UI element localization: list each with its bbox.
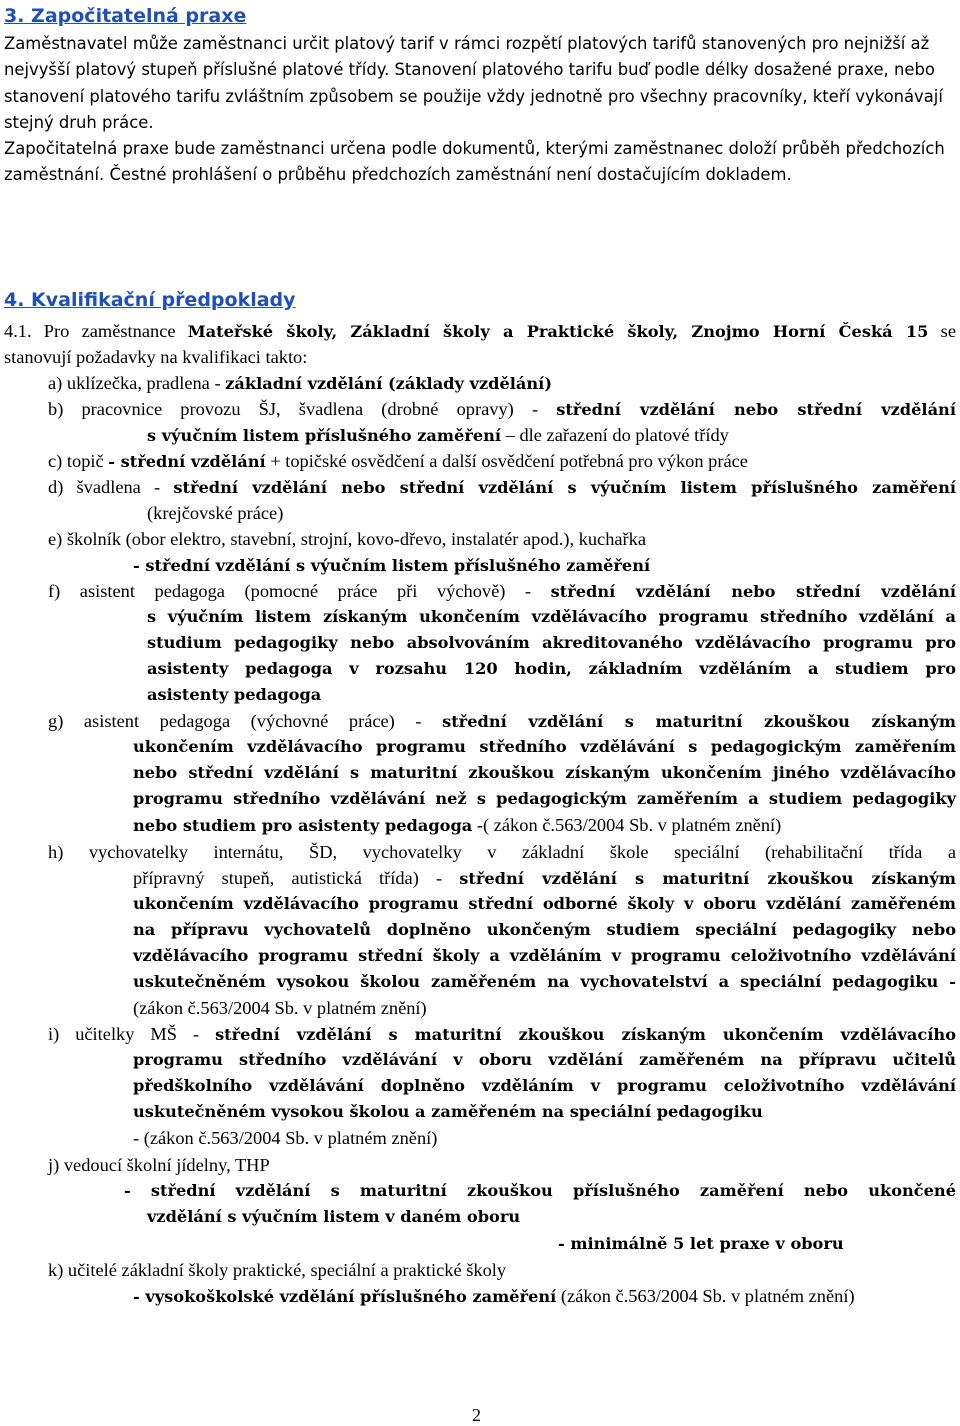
requirement-b: b) pracovnice provozu ŠJ, švadlena (drobné opravy) - střední vzdělání nebo střední vzdělání xyxy=(48,399,956,419)
requirement-e-line-2: - střední vzdělání s výučním listem příslušného zaměření xyxy=(133,556,651,575)
section-4-heading: 4. Kvalifikační předpoklady xyxy=(4,289,296,311)
intro-line-1: 4.1. Pro zaměstnance Mateřské školy, Základní školy a Praktické školy, Znojmo Horní Česká 15 se xyxy=(4,321,956,341)
requirement-h-line-7: (zákon č.563/2004 Sb. v platném znění) xyxy=(133,998,427,1018)
requirement-d: d) švadlena - střední vzdělání nebo střední vzdělání s výučním listem příslušného zaměření xyxy=(48,477,956,497)
requirement-a: a) uklízečka, pradlena - základní vzdělání (základy vzdělání) xyxy=(48,373,552,393)
requirement-h-line-3: ukončením vzdělávacího programu střední odborné školy v oboru vzdělání zaměřeném xyxy=(133,894,956,913)
requirement-k: k) učitelé základní školy praktické, speciální a praktické školy xyxy=(48,1260,507,1280)
requirement-j-line-2: - střední vzdělání s maturitní zkouškou příslušného zaměření nebo ukončené xyxy=(124,1181,956,1200)
requirement-i: i) učitelky MŠ - střední vzdělání s maturitní zkouškou získaným ukončením vzdělávacího xyxy=(48,1024,956,1044)
requirement-h-line-4: na přípravu vychovatelů doplněno ukončeným studiem speciální pedagogiky nebo xyxy=(133,920,956,939)
requirement-f: f) asistent pedagoga (pomocné práce při výchově) - střední vzdělání nebo střední vzdělání xyxy=(48,581,956,601)
requirement-j-line-3: vzdělání s výučním listem v daném oboru xyxy=(147,1207,521,1226)
requirement-g: g) asistent pedagoga (výchovné práce) - střední vzdělání s maturitní zkouškou získaným xyxy=(48,711,956,731)
requirement-f-line-5: asistenty pedagoga xyxy=(147,685,322,704)
requirement-g-line-4: programu středního vzdělávání než s pedagogickým zaměřením a studiem pedagogiky xyxy=(133,789,956,808)
requirement-h-line-5: vzdělávacího programu střední školy a vzděláním v programu celoživotního vzdělávání xyxy=(133,946,956,965)
requirement-i-line-4: uskutečněném vysokou školou a zaměřeném na speciální pedagogiku xyxy=(133,1102,763,1121)
requirement-c: c) topič - střední vzdělání + topičské osvědčení a další osvědčení potřebná pro výkon práce xyxy=(48,451,748,471)
page-number: 2 xyxy=(472,1405,481,1425)
requirement-e: e) školník (obor elektro, stavební, strojní, kovo-dřevo, instalatér apod.), kuchařka xyxy=(48,529,647,549)
requirement-j-line-4: - minimálně 5 let praxe v oboru xyxy=(558,1234,844,1253)
requirement-b-line-2: s výučním listem příslušného zaměření – dle zařazení do platové třídy xyxy=(147,425,729,445)
section-3-paragraph-2: Započitatelná praxe bude zaměstnanci určena podle dokumentů, kterými zaměstnanec doloží průběh předchozích zaměstnání. Čestné prohlášení o průběhu předchozích zaměstnání není dostačujícím dokladem. xyxy=(4,139,945,185)
intro-line-2: stanovují požadavky na kvalifikaci takto: xyxy=(4,347,308,367)
requirement-j: j) vedoucí školní jídelny, THP xyxy=(48,1155,270,1175)
requirement-d-line-2: (krejčovské práce) xyxy=(147,503,284,523)
requirement-h-line-6: uskutečněném vysokou školou zaměřeném na vychovatelství a speciální pedagogiku - xyxy=(133,972,956,991)
section-3-paragraph-1: Zaměstnavatel může zaměstnanci určit platový tarif v rámci rozpětí platových tarifů stanovených pro nejnižší až nejvyšší platový stupeň příslušné platové třídy. Stanovení platového tarifu buď podle délky dosažené praxe, nebo stanovení platového tarifu zvláštním způsobem se použije vždy jednotně pro všechny pracovníky, kteří vykonávají stejný druh práce. xyxy=(4,34,943,133)
requirement-g-line-5: nebo studiem pro asistenty pedagoga -( zákon č.563/2004 Sb. v platném znění) xyxy=(133,815,782,835)
requirement-g-line-3: nebo střední vzdělání s maturitní zkouškou získaným ukončením jiného vzdělávacího xyxy=(133,763,956,782)
requirement-f-line-4: asistenty pedagoga v rozsahu 120 hodin, základním vzděláním a studiem pro xyxy=(147,659,956,678)
requirement-i-line-3: předškolního vzdělávání doplněno vzděláním v programu celoživotního vzdělávání xyxy=(133,1076,956,1095)
requirement-h: h) vychovatelky internátu, ŠD, vychovatelky v základní škole speciální (rehabilitační třída a xyxy=(48,842,956,862)
section-3-heading: 3. Započitatelná praxe xyxy=(4,5,247,27)
requirement-k-line-2: - vysokoškolské vzdělání příslušného zaměření (zákon č.563/2004 Sb. v platném znění) xyxy=(133,1286,855,1306)
requirement-f-line-2: s výučním listem získaným ukončením vzdělávacího programu středního vzdělání a xyxy=(147,607,956,626)
requirement-h-line-2: přípravný stupeň, autistická třída) - střední vzdělání s maturitní zkouškou získaným xyxy=(133,868,956,888)
requirement-g-line-2: ukončením vzdělávacího programu středního vzdělávání s pedagogickým zaměřením xyxy=(133,737,956,756)
requirement-f-line-3: studium pedagogiky nebo absolvováním akreditovaného vzdělávacího programu pro xyxy=(147,633,956,652)
requirement-i-line-5: - (zákon č.563/2004 Sb. v platném znění) xyxy=(133,1128,438,1148)
requirement-i-line-2: programu středního vzdělávání v oboru vzdělání zaměřeném na přípravu učitelů xyxy=(133,1050,956,1069)
